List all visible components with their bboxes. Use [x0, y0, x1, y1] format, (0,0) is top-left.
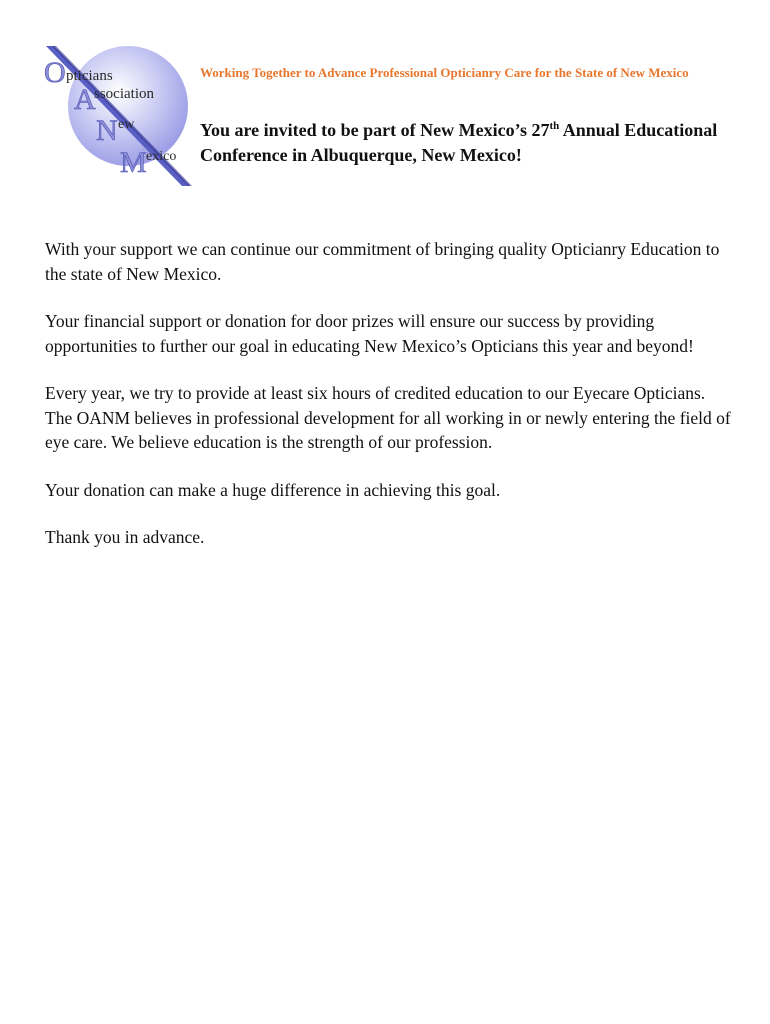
paragraph-financial: Your financial support or donation for door prizes will ensure our success by providing opportunities to further our goal in educating New Mexico’s Opticians this year and beyond!: [45, 311, 694, 356]
paragraph-education: Every year, we try to provide at least six hours of credited education to our Eyecare Opticians. The OANM believes in professional development for all working in or newly entering the field of eye care. We believe education is the strength of our profession.: [45, 383, 731, 452]
paragraph-thanks: Thank you in advance.: [45, 527, 205, 547]
headline-text-end: Annual Educational Conference in Albuquerque, New Mexico!: [200, 120, 718, 165]
logo-word-exico: exico: [146, 149, 177, 164]
paragraph-support: With your support we can continue our commitment of bringing quality Opticianry Education to the state of New Mexico.: [45, 239, 720, 284]
logo-letter-n: N: [96, 114, 118, 147]
oanm-logo: [40, 40, 196, 192]
page-headline: [200, 118, 740, 168]
headline-ordinal: th: [549, 120, 560, 132]
logo-letter-a: A: [74, 83, 96, 116]
headline-text: You are invited to be part of New Mexico’s 27: [200, 120, 550, 140]
logo-graphic: [40, 40, 196, 192]
tagline: Working Together to Advance Professional Opticianry Care for the State of New Mexico: [200, 65, 689, 80]
logo-letter-o: O: [44, 56, 66, 89]
logo-word-ew: ew: [118, 117, 135, 132]
logo-letter-m: M: [120, 146, 147, 179]
letter-body: [45, 237, 735, 573]
logo-word-ssociation: ssociation: [94, 86, 154, 102]
logo-word-pticians: pticians: [66, 68, 113, 84]
paragraph-donation: Your donation can make a huge difference in achieving this goal.: [45, 479, 501, 500]
